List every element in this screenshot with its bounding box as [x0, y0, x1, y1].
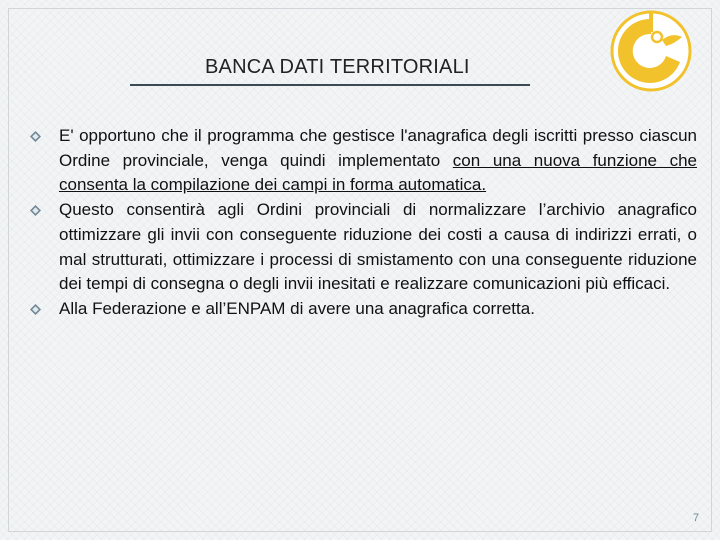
slide-title: BANCA DATI TERRITORIALI: [205, 56, 470, 78]
title-underline: [130, 84, 530, 86]
bullet-text: Alla Federazione e all’ENPAM di avere una anagrafica corretta.: [59, 298, 535, 318]
bullet-text: E' opportuno che il programma che gestisce l'anagrafica degli iscritti presso ciascun Ordine provinciale, venga quindi implementato: [59, 126, 697, 170]
page-number: 7: [693, 512, 700, 524]
bullet-text: Questo consentirà agli Ordini provinciali di normalizzare l’archivio anagrafico ottimizzare gli invii con conseguente riduzione dei costi a causa di indirizzi errati, o mal strutturati, ottimizzare i processi di smistamento con una conseguente riduzione dei tempi di consegna o degli invii inesitati e realizzare comunicazioni più efficaci.: [59, 200, 697, 294]
diamond-bullet-icon: [30, 131, 41, 142]
ordine-logo-icon: [610, 10, 692, 92]
bullet-item: [30, 297, 697, 322]
bullet-item: [30, 124, 697, 198]
bullet-list: [30, 124, 697, 322]
diamond-bullet-icon: [30, 304, 41, 315]
bullet-item: [30, 198, 697, 297]
diamond-bullet-icon: [30, 205, 41, 216]
bullet-text-underlined: con una nuova funzione che consenta la compilazione dei campi in forma automatica.: [59, 150, 697, 195]
